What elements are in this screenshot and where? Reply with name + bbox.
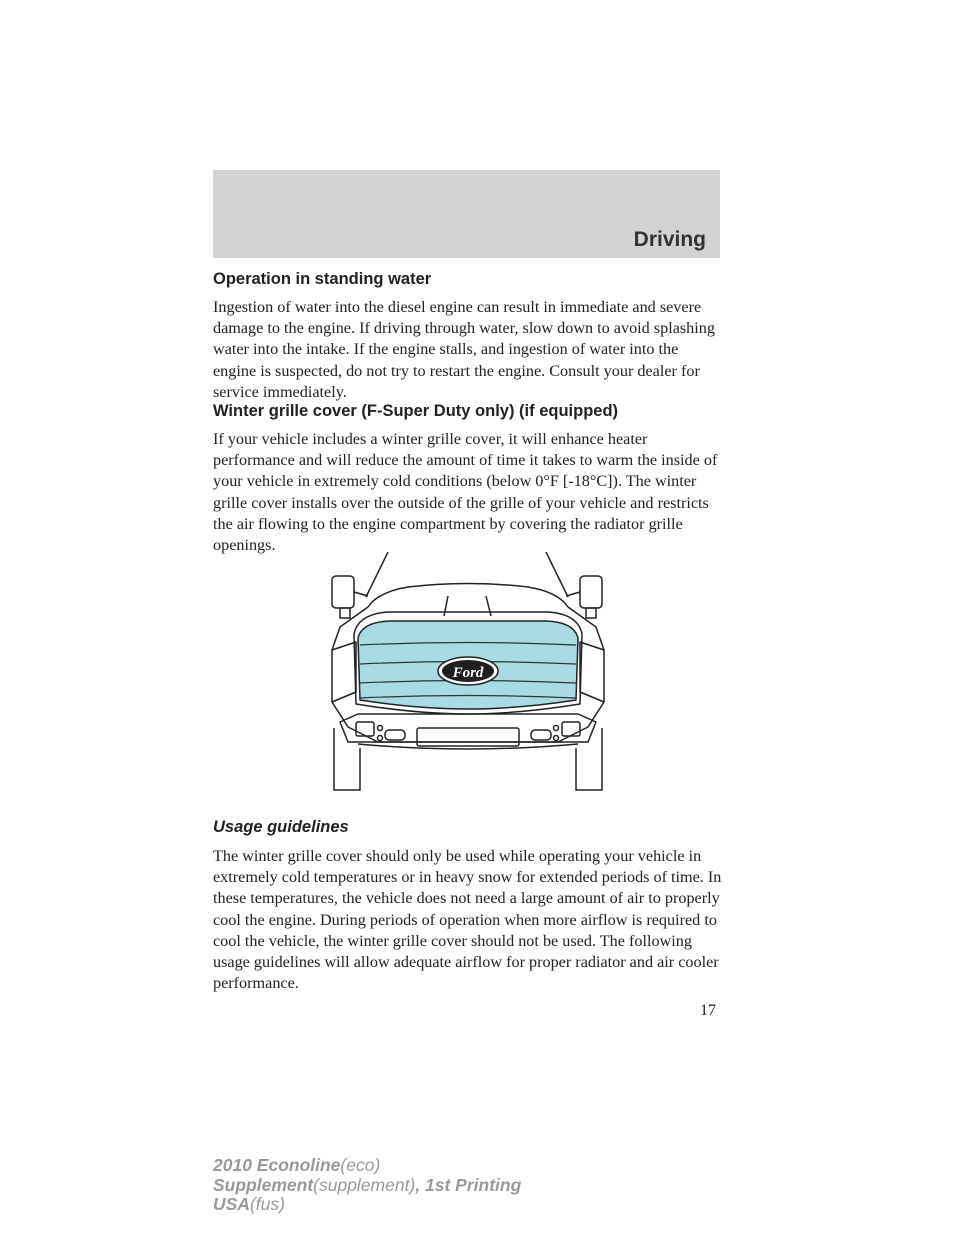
usage-section — [213, 818, 723, 994]
footer-doc-type: Supplement — [213, 1174, 314, 1195]
ford-logo-text: Ford — [452, 665, 484, 681]
footer — [213, 1156, 521, 1215]
footer-market: USA — [213, 1194, 250, 1214]
grille-section — [213, 402, 723, 556]
standing-water-heading: Operation in standing water — [213, 270, 432, 288]
header-band — [213, 170, 720, 258]
footer-doc-code: (supplement) — [313, 1174, 416, 1195]
footer-model-code: (eco) — [340, 1155, 381, 1175]
usage-heading: Usage guidelines — [213, 818, 349, 836]
footer-model: 2010 Econoline — [213, 1155, 341, 1175]
footer-market-code: (fus) — [249, 1194, 285, 1214]
standing-water-section — [213, 270, 723, 403]
page-number: 17 — [700, 1002, 716, 1019]
ford-logo-icon — [438, 657, 498, 685]
grille-text: If your vehicle includes a winter grille cover, it will enhance heater performance and will reduce the amount of time it takes to warm the inside of your vehicle in extremely cold conditions (below 0°F [-18°C]). The winter grille cover installs over the outside of the grille of your vehicle and restricts the air flowing to the engine compartment by covering the radiator grille openings. — [213, 430, 718, 555]
grille-heading: Winter grille cover (F-Super Duty only) (if equipped) — [213, 402, 619, 420]
truck-grille-illustration — [318, 552, 618, 792]
section-title: Driving — [633, 228, 706, 251]
standing-water-text: Ingestion of water into the diesel engine can result in immediate and severe damage to the engine. If driving through water, slow down to avoid splashing water into the intake. If the engine stalls, and ingestion of water into the engine is suspected, do not try to restart the engine. Consult your dealer for service immediately. — [213, 298, 715, 401]
footer-printing: , 1st Printing — [415, 1174, 522, 1195]
usage-text: The winter grille cover should only be used while operating your vehicle in extremely cold temperatures or in heavy snow for extended periods of time. In these temperatures, the vehicle does not need a large amount of air to properly cool the engine. During periods of operation when more airflow is required to cool the vehicle, the winter grille cover should not be used. The following usage guidelines will allow adequate airflow for proper radiator and air cooler performance. — [213, 847, 722, 993]
